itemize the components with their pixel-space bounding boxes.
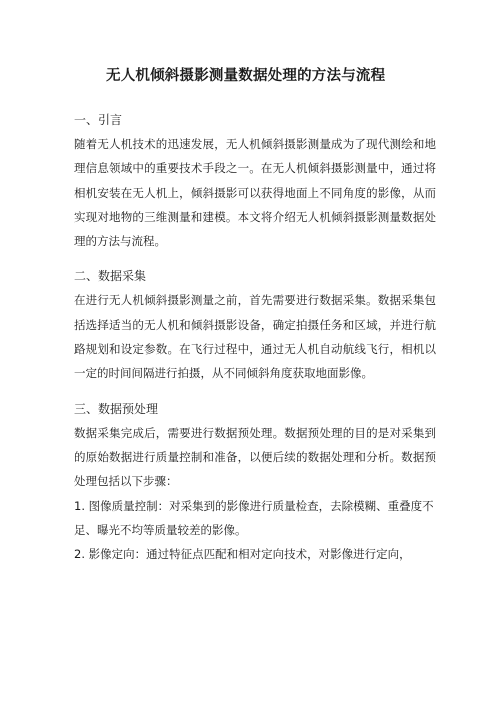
section-paragraph: 在进行无人机倾斜摄影测量之前，首先需要进行数据采集。数据采集包括选择适当的无人机和倾斜摄影设备，确定拍摄任务和区域，并进行航路规划和设定参数。在飞行过程中，通过无人机自动航线飞行，相机以一定的时间间隔进行拍摄，从不同倾斜角度获取地面影像。 <box>74 293 436 381</box>
section-data-collection <box>74 265 436 385</box>
section-heading: 一、引言 <box>74 113 123 127</box>
section-data-preprocessing <box>74 398 436 567</box>
section-introduction <box>74 109 436 253</box>
list-item-image-orientation: 2. 影像定向：通过特征点匹配和相对定向技术，对影像进行定向， <box>74 547 411 562</box>
section-paragraph: 数据采集完成后，需要进行数据预处理。数据预处理的目的是对采集到的原始数据进行质量控制和准备，以便后续的数据处理和分析。数据预处理包括以下步骤： <box>74 425 436 489</box>
list-item-image-quality-control: 1. 图像质量控制：对采集到的影像进行质量检查，去除模糊、重叠度不足、曝光不均等质量较差的影像。 <box>74 498 434 537</box>
document-title: 无人机倾斜摄影测量数据处理的方法与流程 <box>106 68 386 84</box>
section-heading: 二、数据采集 <box>74 269 147 284</box>
section-paragraph: 随着无人机技术的迅速发展，无人机倾斜摄影测量成为了现代测绘和地理信息领域中的重要技术手段之一。在无人机倾斜摄影测量中，通过将相机安装在无人机上，倾斜摄影可以获得地面上不同角度的影像，从而实现对地物的三维测量和建模。本文将介绍无人机倾斜摄影测量数据处理的方法与流程。 <box>74 137 436 249</box>
section-heading: 三、数据预处理 <box>74 401 159 416</box>
